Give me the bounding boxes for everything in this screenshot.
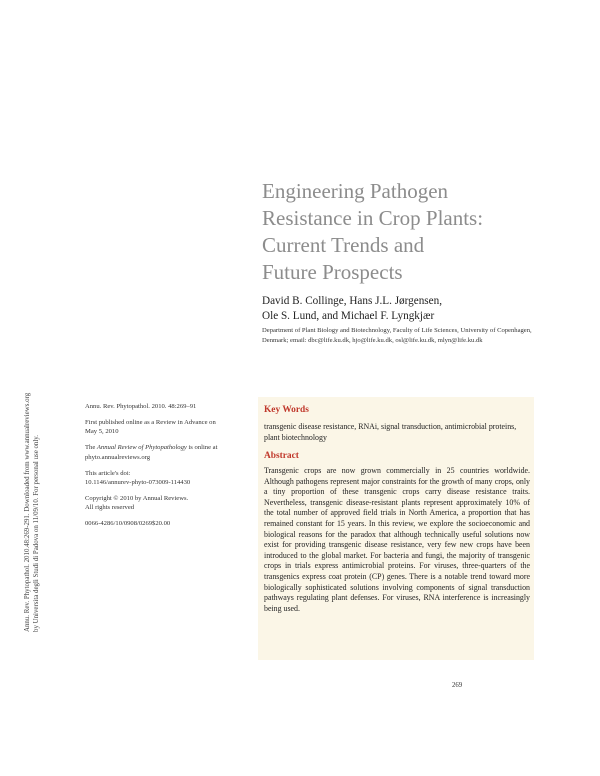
page-number: 269 <box>452 682 463 689</box>
journal-url[interactable]: phyto.annualreviews.org <box>85 453 151 461</box>
article-title <box>262 178 582 286</box>
title-line-2: Resistance in Crop Plants: <box>262 206 484 230</box>
title-line-3: Current Trends and <box>262 233 425 257</box>
abstract-heading: Abstract <box>264 451 299 461</box>
keywords-text: transgenic disease resistance, RNAi, signal transduction, antimicrobial proteins, plant biotechnology <box>264 422 517 442</box>
published-line-1: First published online as a Review in Advance on <box>85 418 216 426</box>
download-stamp-line-1: Annu. Rev. Phytopathol. 2010.48:269-291. Downloaded from www.annualreviews.org <box>24 392 31 632</box>
authors-line-1: David B. Collinge, Hans J.L. Jørgensen, <box>262 295 443 307</box>
author-list <box>262 294 582 324</box>
published-line-2: May 5, 2010 <box>85 428 119 436</box>
abstract-text: Transgenic crops are now grown commercially in 25 countries worldwide. Although pathogens represent major constraints for the growth of many crops, only a tiny proportion of these transgenic crops carry disease resistance traits. Nevertheless, transgenic disease-resistant plants represent approximately 10% of the total number of approved field trials in North America, a proportion that has remained constant for 15 years. In this review, we explore the socioeconomic and biological reasons for the paradox that although technically useful solutions now exist for providing transgenic disease resistance, very few new crops have been introduced to the global market. For bacteria and fungi, the majority of transgenic crops in trials express antimicrobial proteins. For viruses, three-quarters of the transgenics express coat protein (CP) genes. There is a notable trend toward more biologically sophisticated solutions involving components of signal transduction pathways regulating plant defenses. For viruses, RNA interference is increasingly being used. <box>264 466 530 613</box>
article-metadata <box>85 402 255 535</box>
journal-name: Annual Review of Phytopathology <box>96 444 187 452</box>
authors-line-2: Ole S. Lund, and Michael F. Lyngkjær <box>262 310 435 322</box>
copyright-line-2: All rights reserved <box>85 504 135 512</box>
copyright-line-1: Copyright © 2010 by Annual Reviews. <box>85 494 189 502</box>
affiliation: Department of Plant Biology and Biotechnology, Faculty of Life Sciences, University of Copenhagen, Denmark; email: dbc@life.ku.dk, hjo@life.ku.dk, osl@life.ku.dk, mlyn@life.ku.dk <box>262 327 532 344</box>
title-line-1: Engineering Pathogen <box>262 179 449 203</box>
title-line-4: Future Prospects <box>262 260 403 284</box>
keywords-abstract-panel <box>258 397 534 660</box>
download-stamp-line-2: by Universita degli Studi di Padova on 11/09/10. For personal use only. <box>33 434 40 632</box>
online-notice: The Annual Review of Phytopathology is online at <box>85 444 218 452</box>
doi-value[interactable]: 10.1146/annurev-phyto-073009-114430 <box>85 478 191 486</box>
citation: Annu. Rev. Phytopathol. 2010. 48:269–91 <box>85 403 197 410</box>
doi-label: This article's doi: <box>85 469 131 477</box>
issn: 0066-4286/10/0908/0269$20.00 <box>85 520 171 528</box>
keywords-heading: Key Words <box>264 405 309 415</box>
download-stamp <box>23 252 59 632</box>
